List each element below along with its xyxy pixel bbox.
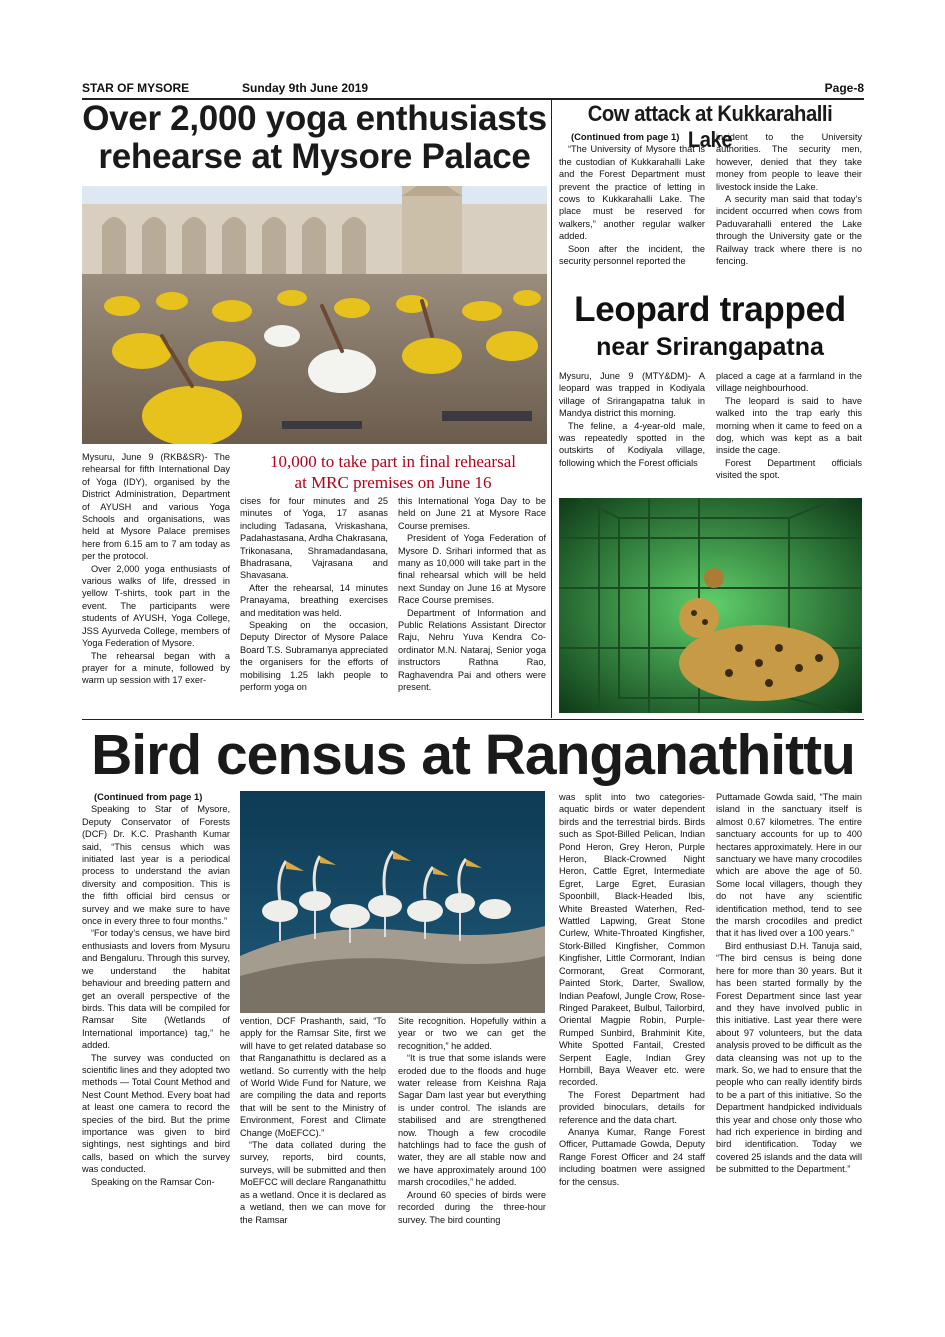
yoga-paragraph: Over 2,000 yoga enthusiasts of various walks of life, dressed in yellow T-shirts, took part in the event. The participants were students of AYUSH, Yoga College, JSS Ayurveda College, members of Yoga Federation of Mysore. [82, 563, 230, 649]
bird-headline: Bird census at Ranganathittu [91, 723, 855, 787]
column-rule [551, 100, 552, 718]
yoga-paragraph: this International Yoga Day to be held on June 21 at Mysore Race Course premises. [398, 496, 546, 531]
leopard-column-2 [716, 370, 862, 494]
leopard-column-1 [559, 370, 705, 494]
bird-column-4 [559, 791, 705, 1266]
bird-paragraph: The survey was conducted on scientific lines and they adopted two methods — Total Count Method and Nest Count Method. Every boat had at least one camera to record the species of the bird. But the prime importance was given to bird sightings, nest sightings and bird calls, based on which the survey was conducted. [82, 1052, 230, 1175]
yoga-photo [82, 186, 547, 444]
bird-paragraph: Ananya Kumar, Range Forest Officer, Puttamade Gowda, Deputy Range Forest Officer and 24 staff including boatmen were assigned for the census. [559, 1126, 705, 1187]
bird-column-5 [716, 791, 862, 1266]
bird-paragraph: Speaking on the Ramsar Con- [91, 1176, 215, 1187]
cow-continued-label: (Continued from page 1) [571, 131, 680, 142]
yoga-column-3 [398, 495, 546, 721]
yoga-paragraph: Speaking on the occasion, Deputy Director of Mysore Palace Board T.S. Subramanya appreciated the organisers for the efforts of mobilising 1.25 lakh people to perform yoga on [240, 620, 388, 693]
bird-column-3 [398, 1015, 546, 1266]
cow-paragraph: incident to the University authorities. The security men, however, denied that they take money from people to leave their livestock inside the Lake. [716, 132, 862, 192]
yoga-subhead-line1: 10,000 to take part in final rehearsal [270, 452, 516, 471]
yoga-paragraph: After the rehearsal, 14 minutes Pranayama, breathing exercises and meditation was held. [240, 582, 388, 618]
cow-paragraph: “The University of Mysore that is the custodian of Kukkarahalli Lake and the Forest Department must prevent the practice of letting in cows to Kukkarahalli Lake. The place must be reserved for walkers,” another regular walker added. [559, 144, 705, 242]
yoga-column-1 [82, 451, 230, 721]
leopard-headline: Leopard trapped [574, 290, 846, 329]
bird-paragraph: Around 60 species of birds were recorded during the three-hour survey. The bird counting [398, 1189, 546, 1225]
leopard-paragraph: placed a cage at a farmland in the village neighbourhood. [716, 371, 862, 394]
bird-paragraph: The Forest Department had provided binoculars, details for reference and the data chart. [559, 1089, 705, 1125]
yoga-paragraph: President of Yoga Federation of Mysore D. Srihari informed that as many as 10,000 will take part in the final rehearsal which will be held next Sunday on June 16 at Mysore Race Course premises. [398, 533, 546, 606]
issue-date: Sunday 9th June 2019 [242, 81, 369, 95]
bird-column-1 [82, 791, 230, 1266]
yoga-headline-line1: Over 2,000 yoga enthusiasts [82, 99, 547, 138]
leopard-subheadline: near Srirangapatna [596, 333, 824, 361]
yoga-column-2 [240, 495, 388, 721]
section-rule [82, 719, 864, 720]
yoga-paragraph: Department of Information and Public Relations Assistant Director Raju, Nehru Yuva Kendra Co-ordinator M.N. Nataraj, Senior yoga instructors Rathna Rao, Raghavendra Pai and others were present. [398, 607, 546, 693]
yoga-headline [82, 100, 547, 176]
yoga-paragraph: Mysuru, June 9 (RKB&SR)- The rehearsal for fifth International Day of Yoga (IDY), organised by the District Administration, Department of AYUSH and various Yoga Schools and organisations, was held at Mysore Palace premises here from 6.15 am to 7 am today as per the protocol. [82, 452, 230, 562]
page-number: Page-8 [824, 81, 864, 95]
bird-paragraph: Puttamade Gowda said, “The main island in the sanctuary itself is almost 0.67 kilometres. The entire sanctuary accounts for up to 400 hectares approximately. Here in our sanctuary we have many crocodiles which are above the age of 50. Some local villagers, though they do not have any scientific identification method, tend to see the marsh crocodiles and predict that it has lived over a 100 years.” [716, 792, 862, 939]
leopard-paragraph: The leopard is said to have walked into the trap early this morning when it came to feed on a dog, which was kept as a bait inside the cage. [716, 395, 862, 456]
bird-paragraph: “For today’s census, we have bird enthusiasts and lovers from Mysuru and Bengaluru. Through this survey, we understand the habitat behaviour and breeding pattern and get an overall perspective of the birds. This data will be compiled for Ramsar Site (Wetlands of International importance) tag,” he added. [82, 928, 230, 1051]
bird-paragraph: Speaking to Star of Mysore, Deputy Conservator of Forests (DCF) Dr. K.C. Prashanth Kumar said, “This census which was initiated last year is a periodical process to understand the avian diversity and composition. This is the fifth official bird census or survey and we make sure to have once in every three to four months.” [82, 804, 230, 927]
bird-paragraph: was split into two categories-aquatic birds or water dependent birds and the terrestrial birds. Birds such as Spot-Billed Pelican, Indian Pond Heron, Grey Heron, Purple Heron, Black-Crowned Night Heron, Cattle Egret, Intermediate Egret, Large Egret, Eurasian Spoonbill, Black-Headed Ibis, White Breasted Waterhen, Red-Wattled Lapwing, Great Stone Curlew, White-Throated Kingfisher, Stork-Billed Kingfisher, Common Kingfisher, Little Cormorant, Indian Cormorant, Great Cormorant, Painted Stork, Darter, Swallow, Indian Peafowl, Jungle Crow, Rose-Ringed Parakeet, Bulbul, Tailorbird, Oriental Magpie Robin, Purple-Rumped Sunbird, Brahminit Kite, White Spotted Fantail, Crested Serpent Eagle, Indian Grey Hornbill, Baya Weaver etc. were recorded. [559, 792, 705, 1088]
cow-headline: Cow attack at Kukkarahalli Lake [587, 101, 833, 152]
yoga-paragraph: The rehearsal began with a prayer for a minute, followed by warm up session with 17 exer- [82, 650, 230, 686]
cow-paragraph: Soon after the incident, the security personnel reported the [559, 243, 705, 267]
bird-column-2 [240, 1015, 386, 1266]
paper-name: STAR OF MYSORE [82, 81, 190, 95]
bird-paragraph: Bird enthusiast D.H. Tanuja said, “The bird census is being done here for more than 30 years. But it has been started formally by the Forest Department since last year and they have involved public in this initiative. Last year there were about 97 volunteers, but the data analysis proved to be difficult as the data cleansing was not up to the mark. So, we had to ensure that the people who can really identify birds to be a part of this initiative. So the Department handpicked individuals this year and chose only those who had rich experience in birding and bird identification. Today we covered 25 islands and the data will be submitted to the Department.” [716, 940, 862, 1175]
leopard-paragraph: The feline, a 4-year-old male, was repeatedly spotted in the outskirts of Kodiyala village, following which the Forest officials [559, 420, 705, 468]
leopard-photo [559, 498, 862, 713]
bird-paragraph: vention, DCF Prashanth, said, “To apply for the Ramsar Site, first we will have to get related database so that Ranganathittu is declared as a wetland. So currently with the help of World Wide Fund for Nature, we are compiling the data and reports that will be sent to the Ministry of Environment, Forest and Climate Change (MoEFCC).” [240, 1016, 386, 1138]
yoga-subhead [240, 451, 546, 493]
yoga-subhead-line2: at MRC premises on June 16 [294, 473, 492, 492]
cow-paragraph: A security man said that today’s incident occurred when cows from Paduvarahalli entered the Lake through the University gate or the Railway track where there is no fencing. [716, 194, 862, 267]
bird-paragraph: Site recognition. Hopefully within a year or two we can get the recognition,” he added. [398, 1016, 546, 1051]
leopard-paragraph: Forest Department officials visited the spot. [716, 457, 862, 481]
leopard-paragraph: Mysuru, June 9 (MTY&DM)- A leopard was trapped in Kodiyala village of Srirangapatna taluk in Mandya district this morning. [559, 371, 705, 419]
bird-continued-label: (Continued from page 1) [94, 791, 203, 802]
cow-column-2 [716, 131, 862, 287]
cow-column-1 [559, 131, 705, 287]
masthead [82, 80, 864, 100]
bird-photo [240, 791, 545, 1013]
bird-paragraph: “The data collated during the survey, reports, bird counts, surveys, will be submitted and then MoEFCC will declare Ranganathittu as a wetland. Once it is declared as a wetland, then we can move for the Ramsar [240, 1140, 386, 1225]
yoga-headline-line2: rehearse at Mysore Palace [98, 137, 531, 176]
bird-paragraph: “It is true that some islands were eroded due to the floods and huge water release from Keishna Raja Sagar Dam last year but everything is under control. The islands are stabilised and are strengthened now. Though a few crocodile hatchlings had to face the gush of water, they are all stable now and we have approximately around 100 marsh crocodiles,” he added. [398, 1053, 546, 1188]
yoga-paragraph: cises for four minutes and 25 minutes of Yoga, 17 asanas including Tadasana, Vriskashana, Padahastasana, Ardha Chakrasana, Trikonasana, Shramadandasana, Bhadrasana, Vajrasana and Shavasana. [240, 496, 388, 581]
